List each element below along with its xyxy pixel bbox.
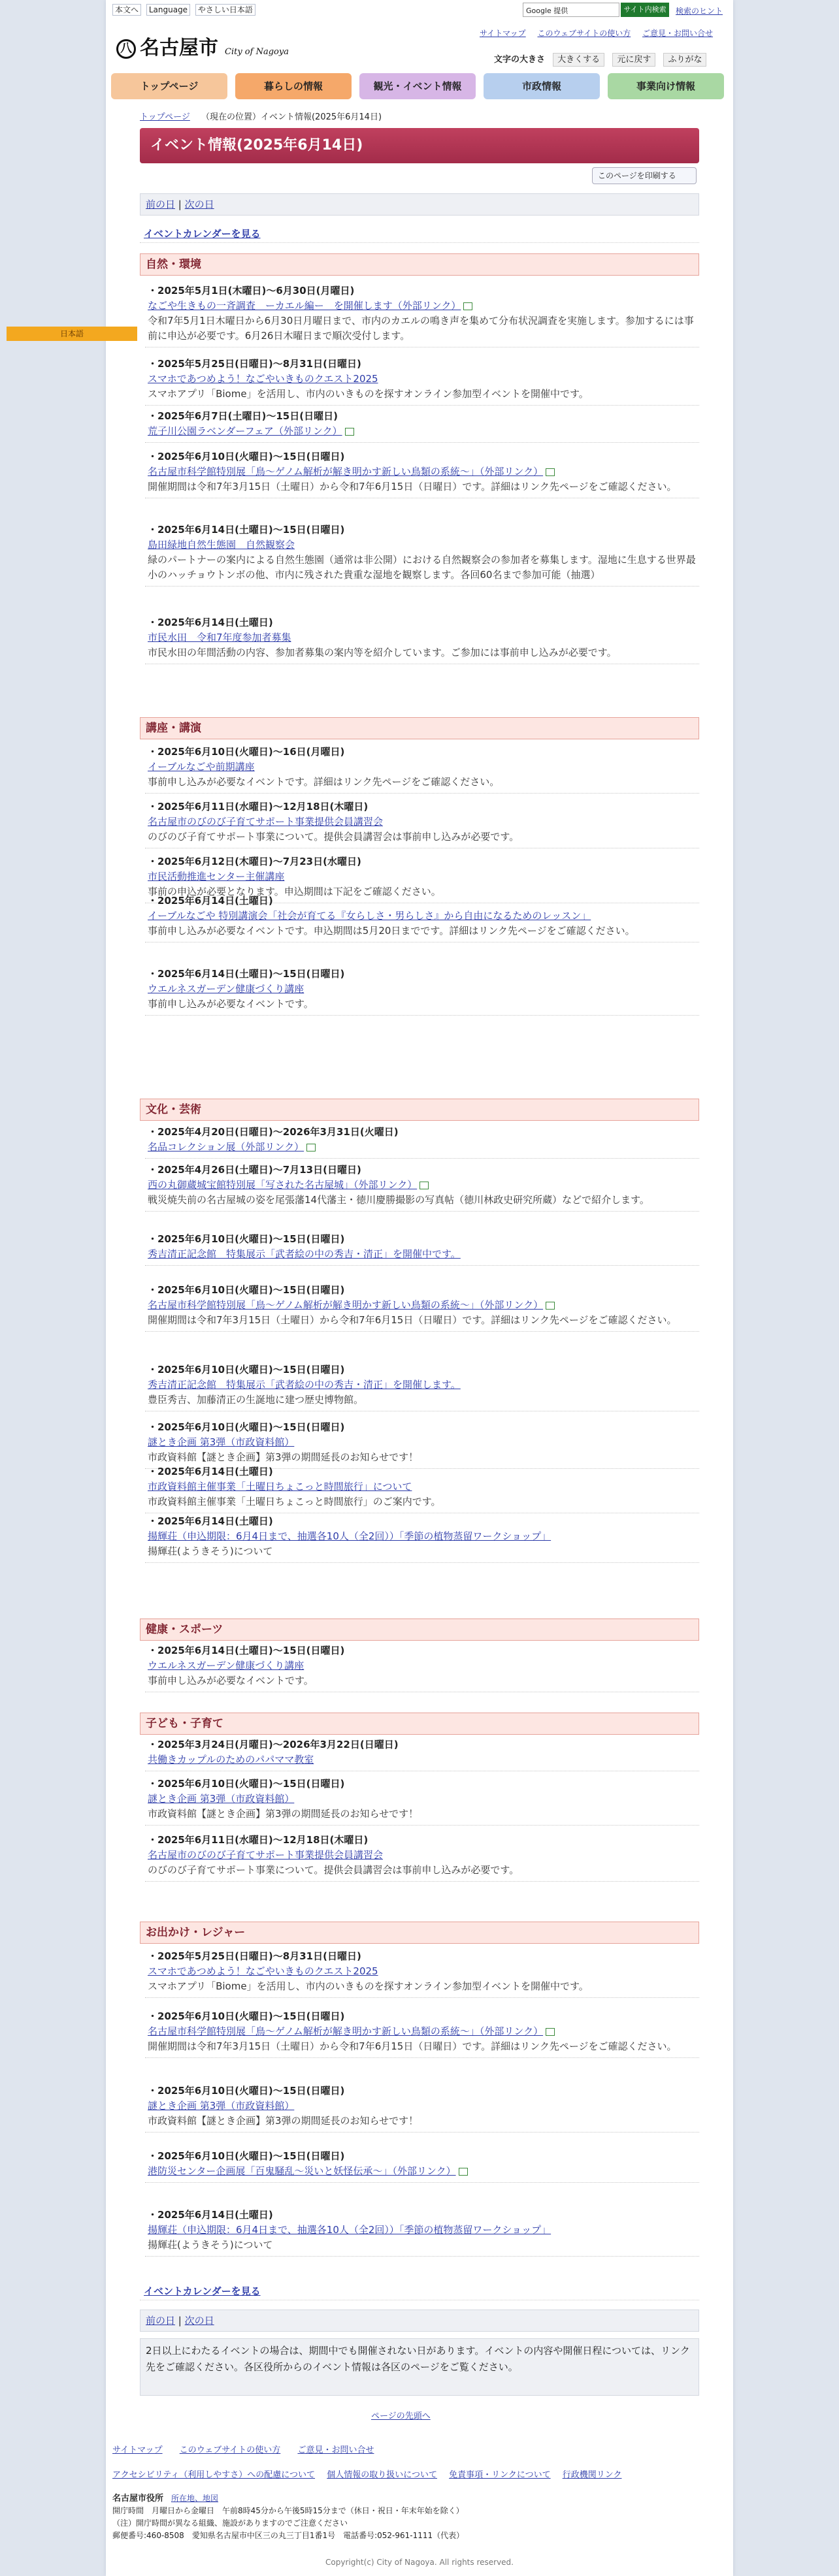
event-date: ・2025年6月10日(火曜日)～15日(日曜日) [148, 1778, 345, 1790]
pager-separator: | [178, 199, 182, 210]
event-description: 揚輝荘(ようきそう)について [148, 1545, 273, 1557]
calendar-link-top[interactable] [140, 225, 699, 243]
event-description: 豊臣秀吉、加藤清正の生誕地に建つ歴史博物館。 [148, 1394, 364, 1406]
page-title: イベント情報(2025年6月14日) [140, 128, 699, 163]
language-tab[interactable]: 日本語 [7, 327, 137, 341]
event-description: 開催期間は令和7年3月15日（土曜日）から令和7年6月15日（日曜日）です。詳細はリンク先ページをご確認ください。 [148, 1314, 677, 1326]
event-description: 市民水田の年間活動の内容、参加者募集の案内等を紹介しています。ご参加には事前申し込みが必要です。 [148, 647, 617, 658]
event-date: ・2025年3月24日(月曜日)～2026年3月22日(日曜日) [148, 1739, 399, 1750]
event-item [148, 409, 697, 439]
event-item [148, 1163, 697, 1208]
event-description: 市政資料館【謎とき企画】第3弾の期間延長のお知らせです！ [148, 1808, 419, 1820]
external-link-icon [463, 302, 472, 310]
event-item [148, 1283, 697, 1328]
event-note: 2日以上にわたるイベントの場合は、期間中でも開催されない日があります。イベントの内容や開催日程については、リンク先をご確認ください。各区役所からのイベント情報は各区のページをご覧ください。 [140, 2338, 699, 2396]
easy-japanese-link[interactable]: やさしい日本語 [195, 4, 255, 16]
category-heading: 健康・スポーツ [140, 1618, 699, 1641]
event-item [148, 1464, 697, 1509]
event-title-link[interactable]: 市政資料館主催事業「土曜日ちょこっと時間旅行」について [148, 1481, 412, 1492]
event-date: ・2025年6月7日(土曜日)～15日(日曜日) [148, 410, 338, 422]
nav-living[interactable]: 暮らしの情報 [235, 73, 352, 99]
nav-business[interactable]: 事業向け情報 [608, 73, 724, 99]
nav-government[interactable]: 市政情報 [484, 73, 600, 99]
event-item [148, 854, 697, 899]
event-item [148, 967, 697, 1012]
event-title-link[interactable]: 揚輝荘（申込期限：6月4日まで、抽選各10人（全2回））「季節の植物蒸留ワークショップ」 [148, 1530, 551, 1542]
event-item [148, 449, 697, 494]
event-date: ・2025年6月12日(木曜日)～7月23日(水曜日) [148, 856, 361, 867]
event-date: ・2025年6月14日(土曜日) [148, 2209, 273, 2221]
event-item [148, 1777, 697, 1822]
footer-links-secondary [112, 2468, 631, 2480]
event-date: ・2025年6月10日(火曜日)～15日(日曜日) [148, 451, 345, 462]
event-title-link[interactable]: 揚輝荘（申込期限：6月4日まで、抽選各10人（全2回））「季節の植物蒸留ワークショップ」 [148, 2224, 551, 2236]
event-item [148, 523, 697, 583]
event-title-link[interactable]: 名古屋市のびのび子育てサポート事業提供会員講習会 [148, 1849, 384, 1861]
event-description: スマホアプリ「Biome」を活用し、市内のいきものを探すオンライン参加型イベントを開催中です。 [148, 388, 589, 400]
footer-contact-link[interactable]: ご意見・お問い合せ [297, 2445, 374, 2455]
site-logo[interactable] [116, 31, 289, 60]
external-link-icon [306, 1144, 316, 1151]
category-heading: 子ども・子育て [140, 1713, 699, 1735]
footer-hours: 開庁時間 月曜日から金曜日 午前8時45分から午後5時15分まで（休日・祝日・年末年始を除く） [112, 2506, 464, 2515]
event-item [148, 283, 697, 344]
event-date: ・2025年6月14日(土曜日)～15日(日曜日) [148, 968, 345, 980]
event-date: ・2025年6月14日(土曜日)～15日(日曜日) [148, 524, 345, 536]
search-tip-link[interactable]: 検索のヒント [676, 7, 723, 16]
next-day-link[interactable]: 次の日 [184, 199, 214, 210]
event-title-link[interactable]: 謎とき企画 第3弾（市政資料館） [148, 1793, 295, 1805]
footer-sitemap-link[interactable]: サイトマップ [112, 2445, 163, 2455]
footer-gov-links[interactable]: 行政機関リンク [562, 2470, 622, 2480]
category-heading: 自然・環境 [140, 253, 699, 276]
event-title-link[interactable]: 秀吉清正記念館 特集展示「武者絵の中の秀吉・清正」を開催します。 [148, 1379, 461, 1391]
footer-postal-address: 郵便番号:460-8508 愛知県名古屋市中区三の丸三丁目1番1号 電話番号:052-961-1111（代表） [112, 2531, 465, 2540]
event-item [148, 1420, 697, 1465]
copyright: Copyright(c) City of Nagoya. All rights reserved. [325, 2558, 514, 2567]
event-date: ・2025年6月14日(土曜日)～15日(日曜日) [148, 1645, 345, 1656]
event-description: 令和7年5月1日木曜日から6月30日月曜日まで、市内のカエルの鳴き声を集めて分布状況調査を実施します。参加するには事前に申込が必要です。6月26日木曜日まで順次受付します。 [148, 315, 694, 342]
event-description: 開催期間は令和7年3月15日（土曜日）から令和7年6月15日（日曜日）です。詳細はリンク先ページをご確認ください。 [148, 481, 677, 492]
footer-links-primary [112, 2443, 388, 2455]
event-item [148, 1125, 697, 1155]
event-description: 緑のパートナーの案内による自然生態園（通常は非公開）における自然観察会の参加者を募集します。湿地に生息する世界最小のハッチョウトンボの他、市内に残された貴重な湿地を観察します。各回60名まで参加可能（抽選） [148, 554, 696, 581]
footer-office-name: 名古屋市役所 [112, 2494, 164, 2504]
category-heading: お出かけ・レジャー [140, 1922, 699, 1944]
event-description: スマホアプリ「Biome」を活用し、市内のいきものを探すオンライン参加型イベントを開催中です。 [148, 1980, 589, 1992]
event-date: ・2025年6月14日(土曜日) [148, 1466, 273, 1477]
event-description: 市政資料館【謎とき企画】第3弾の期間延長のお知らせです！ [148, 2115, 419, 2127]
event-title-link[interactable]: スマホであつめよう！なごやいきものクエスト2025 [148, 373, 378, 385]
event-date: ・2025年6月10日(火曜日)～15日(日曜日) [148, 2085, 345, 2097]
event-title-link[interactable]: 市民水田 令和7年度参加者募集 [148, 632, 291, 643]
event-item [148, 2208, 697, 2253]
event-date: ・2025年6月10日(火曜日)～15日(日曜日) [148, 2010, 345, 2022]
pager-separator: | [178, 2315, 182, 2326]
city-emblem-icon: 八 [116, 39, 136, 59]
event-description: 市政資料館【謎とき企画】第3弾の期間延長のお知らせです！ [148, 1451, 419, 1463]
calendar-link-text[interactable]: イベントカレンダーを見る [144, 228, 261, 240]
external-link-icon [546, 2028, 555, 2036]
event-item [148, 615, 697, 660]
external-link-icon [546, 1302, 555, 1310]
furigana-button[interactable]: ふりがな [663, 53, 706, 67]
day-pager-bottom [140, 2310, 699, 2332]
footer-privacy-link[interactable]: 個人情報の取り扱いについて [327, 2470, 437, 2480]
print-button[interactable]: このページを印刷する [592, 167, 697, 184]
breadcrumb-home[interactable]: トップページ [140, 112, 190, 122]
event-date: ・2025年4月20日(日曜日)～2026年3月31日(火曜日) [148, 1126, 399, 1138]
event-title-link[interactable]: 共働きカップルのためのパパママ教室 [148, 1754, 314, 1765]
event-date: ・2025年6月10日(火曜日)～16日(月曜日) [148, 746, 345, 758]
event-title-link[interactable]: イーブルなごや前期講座 [148, 761, 255, 773]
event-date: ・2025年5月25日(日曜日)～8月31日(日曜日) [148, 358, 361, 370]
footer-access-link[interactable]: 所在地、地図 [171, 2494, 219, 2503]
footer-hours-note: （注）開庁時間が異なる組織、施設がありますのでご注意ください [112, 2519, 348, 2528]
event-date: ・2025年6月10日(火曜日)～15日(日曜日) [148, 1421, 345, 1433]
breadcrumb [140, 110, 382, 122]
event-item [148, 894, 697, 939]
utility-links [470, 27, 713, 39]
event-description: 開催期間は令和7年3月15日（土曜日）から令和7年6月15日（日曜日）です。詳細はリンク先ページをご確認ください。 [148, 2040, 677, 2052]
event-title-link[interactable]: 名古屋市科学館特別展「鳥～ゲノム解析が解き明かす新しい鳥類の系統～」（外部リンク） [148, 466, 544, 477]
event-item [148, 357, 697, 402]
event-title-link[interactable]: 島田緑地自然生態園 自然観察会 [148, 539, 295, 551]
event-title-link[interactable]: イーブルなごや 特別講演会「社会が育てる『女らしさ・男らしさ』から自由になるためのレッスン」 [148, 910, 591, 922]
contact-link[interactable]: ご意見・お問い合せ [642, 29, 714, 38]
back-to-top-link[interactable]: ページの先頭へ [371, 2411, 431, 2421]
prev-day-link[interactable]: 前の日 [146, 199, 176, 210]
event-title-link[interactable]: 名古屋市のびのび子育てサポート事業提供会員講習会 [148, 816, 384, 828]
event-title-link[interactable]: 西の丸御蔵城宝館特別展「写された名古屋城」（外部リンク） [148, 1179, 418, 1191]
event-item [148, 2149, 697, 2179]
event-title-link[interactable]: 荒子川公園ラベンダーフェア（外部リンク） [148, 425, 342, 437]
search-input[interactable]: Google 提供 [523, 3, 619, 17]
external-link-icon [546, 468, 555, 476]
event-date: ・2025年6月10日(火曜日)～15日(日曜日) [148, 1233, 345, 1245]
font-size-label: 文字の大きさ [494, 55, 546, 65]
event-date: ・2025年6月10日(火曜日)～15日(日曜日) [148, 1364, 345, 1376]
event-item [148, 1737, 697, 1767]
event-item [148, 2009, 697, 2054]
event-item [148, 1514, 697, 1559]
event-date: ・2025年6月14日(土曜日) [148, 1515, 273, 1527]
event-item [148, 745, 697, 790]
event-description: 事前申し込みが必要なイベントです。詳細はリンク先ページをご確認ください。 [148, 776, 500, 788]
font-larger-button[interactable]: 大きくする [553, 53, 604, 67]
footer-disclaimer-link[interactable]: 免責事項・リンクについて [449, 2470, 551, 2480]
search-button[interactable]: サイト内検索 [621, 3, 669, 17]
prev-day-link[interactable]: 前の日 [146, 2315, 176, 2326]
event-date: ・2025年6月14日(土曜日) [148, 617, 273, 628]
logo-latin: City of Nagoya [225, 47, 289, 57]
event-item [148, 1643, 697, 1688]
event-title-link[interactable]: 名古屋市科学館特別展「鳥～ゲノム解析が解き明かす新しい鳥類の系統～」（外部リンク） [148, 2025, 544, 2037]
event-title-link[interactable]: スマホであつめよう！なごやいきものクエスト2025 [148, 1965, 378, 1977]
event-date: ・2025年6月11日(水曜日)～12月18日(木曜日) [148, 1834, 369, 1846]
top-links [112, 4, 258, 15]
event-date: ・2025年5月1日(木曜日)～6月30日(月曜日) [148, 285, 355, 297]
external-link-icon [459, 2168, 468, 2176]
skip-link[interactable]: 本文へ [112, 4, 141, 16]
event-item [148, 799, 697, 845]
event-item [148, 2084, 697, 2129]
event-item [148, 1232, 697, 1262]
event-item [148, 1949, 697, 1994]
calendar-link-text[interactable]: イベントカレンダーを見る [144, 2285, 261, 2297]
event-description: 戦災焼失前の名古屋城の姿を尾張藩14代藩主・徳川慶勝撮影の写真帖（徳川林政史研究所蔵）などで紹介します。 [148, 1194, 650, 1206]
external-link-icon [420, 1182, 429, 1189]
nav-tourism[interactable]: 観光・イベント情報 [359, 73, 476, 99]
event-description: のびのび子育てサポート事業について。提供会員講習会は事前申し込みが必要です。 [148, 1864, 519, 1876]
event-item [148, 1833, 697, 1878]
font-reset-button[interactable]: 元に戻す [612, 53, 655, 67]
event-description: 事前申し込みが必要なイベントです。 [148, 998, 314, 1010]
category-heading: 文化・芸術 [140, 1099, 699, 1121]
footer-accessibility-link[interactable]: アクセシビリティ（利用しやすさ）への配慮について [112, 2470, 316, 2480]
event-title-link[interactable]: 謎とき企画 第3弾（市政資料館） [148, 1436, 295, 1448]
breadcrumb-current: （現在の位置）イベント情報(2025年6月14日) [201, 112, 382, 122]
event-description: 市政資料館主催事業「土曜日ちょこっと時間旅行」のご案内です。 [148, 1496, 441, 1507]
event-date: ・2025年6月14日(土曜日) [148, 895, 273, 907]
event-item [148, 1362, 697, 1408]
event-description: 揚輝荘(ようきそう)について [148, 2239, 273, 2251]
event-description: のびのび子育てサポート事業について。提供会員講習会は事前申し込みが必要です。 [148, 831, 519, 843]
sitemap-link[interactable]: サイトマップ [480, 29, 526, 38]
event-title-link[interactable]: 市民活動推進センター主催講座 [148, 871, 285, 882]
footer-howto-link[interactable]: このウェブサイトの使い方 [179, 2445, 281, 2455]
next-day-link[interactable]: 次の日 [184, 2315, 214, 2326]
event-date: ・2025年6月11日(水曜日)～12月18日(木曜日) [148, 801, 369, 813]
event-date: ・2025年6月10日(火曜日)～15日(日曜日) [148, 1284, 345, 1296]
language-link[interactable]: Language [146, 4, 190, 16]
event-title-link[interactable]: 港防災センター企画展「百鬼騒乱～災いと妖怪伝承～」（外部リンク） [148, 2165, 456, 2177]
event-title-link[interactable]: 名品コレクション展（外部リンク） [148, 1141, 304, 1153]
footer-address [112, 2492, 464, 2542]
event-description: 事前申し込みが必要なイベントです。申込期間は5月20日までです。詳細はリンク先ページをご確認ください。 [148, 925, 635, 937]
event-title-link[interactable]: 謎とき企画 第3弾（市政資料館） [148, 2100, 295, 2112]
event-title-link[interactable]: なごや生きもの一斉調査 ーカエル編ー を開催します（外部リンク） [148, 300, 461, 312]
event-date: ・2025年4月26日(土曜日)～7月13日(日曜日) [148, 1164, 361, 1176]
external-link-icon [345, 428, 354, 436]
howto-link[interactable]: このウェブサイトの使い方 [537, 29, 631, 38]
logo-name: 名古屋市 [140, 37, 218, 59]
calendar-link-bottom[interactable] [140, 2282, 699, 2300]
category-heading: 講座・講演 [140, 717, 699, 739]
event-title-link[interactable]: 名古屋市科学館特別展「鳥～ゲノム解析が解き明かす新しい鳥類の系統～」（外部リンク） [148, 1299, 544, 1311]
global-nav [111, 73, 731, 102]
event-title-link[interactable]: 秀吉清正記念館 特集展示「武者絵の中の秀吉・清正」を開催中です。 [148, 1248, 461, 1260]
event-date: ・2025年5月25日(日曜日)～8月31日(日曜日) [148, 1950, 361, 1962]
event-title-link[interactable]: ウエルネスガーデン健康づくり講座 [148, 1660, 304, 1671]
event-date: ・2025年6月10日(火曜日)～15日(日曜日) [148, 2150, 345, 2162]
font-size-controls [494, 52, 706, 65]
day-pager-top [140, 193, 699, 216]
event-description: 事前の申込が必要となります。申込期間は下記をご確認ください。 [148, 886, 441, 897]
nav-top[interactable]: トップページ [111, 73, 227, 99]
event-title-link[interactable]: ウエルネスガーデン健康づくり講座 [148, 983, 304, 995]
event-description: 事前申し込みが必要なイベントです。 [148, 1675, 314, 1686]
